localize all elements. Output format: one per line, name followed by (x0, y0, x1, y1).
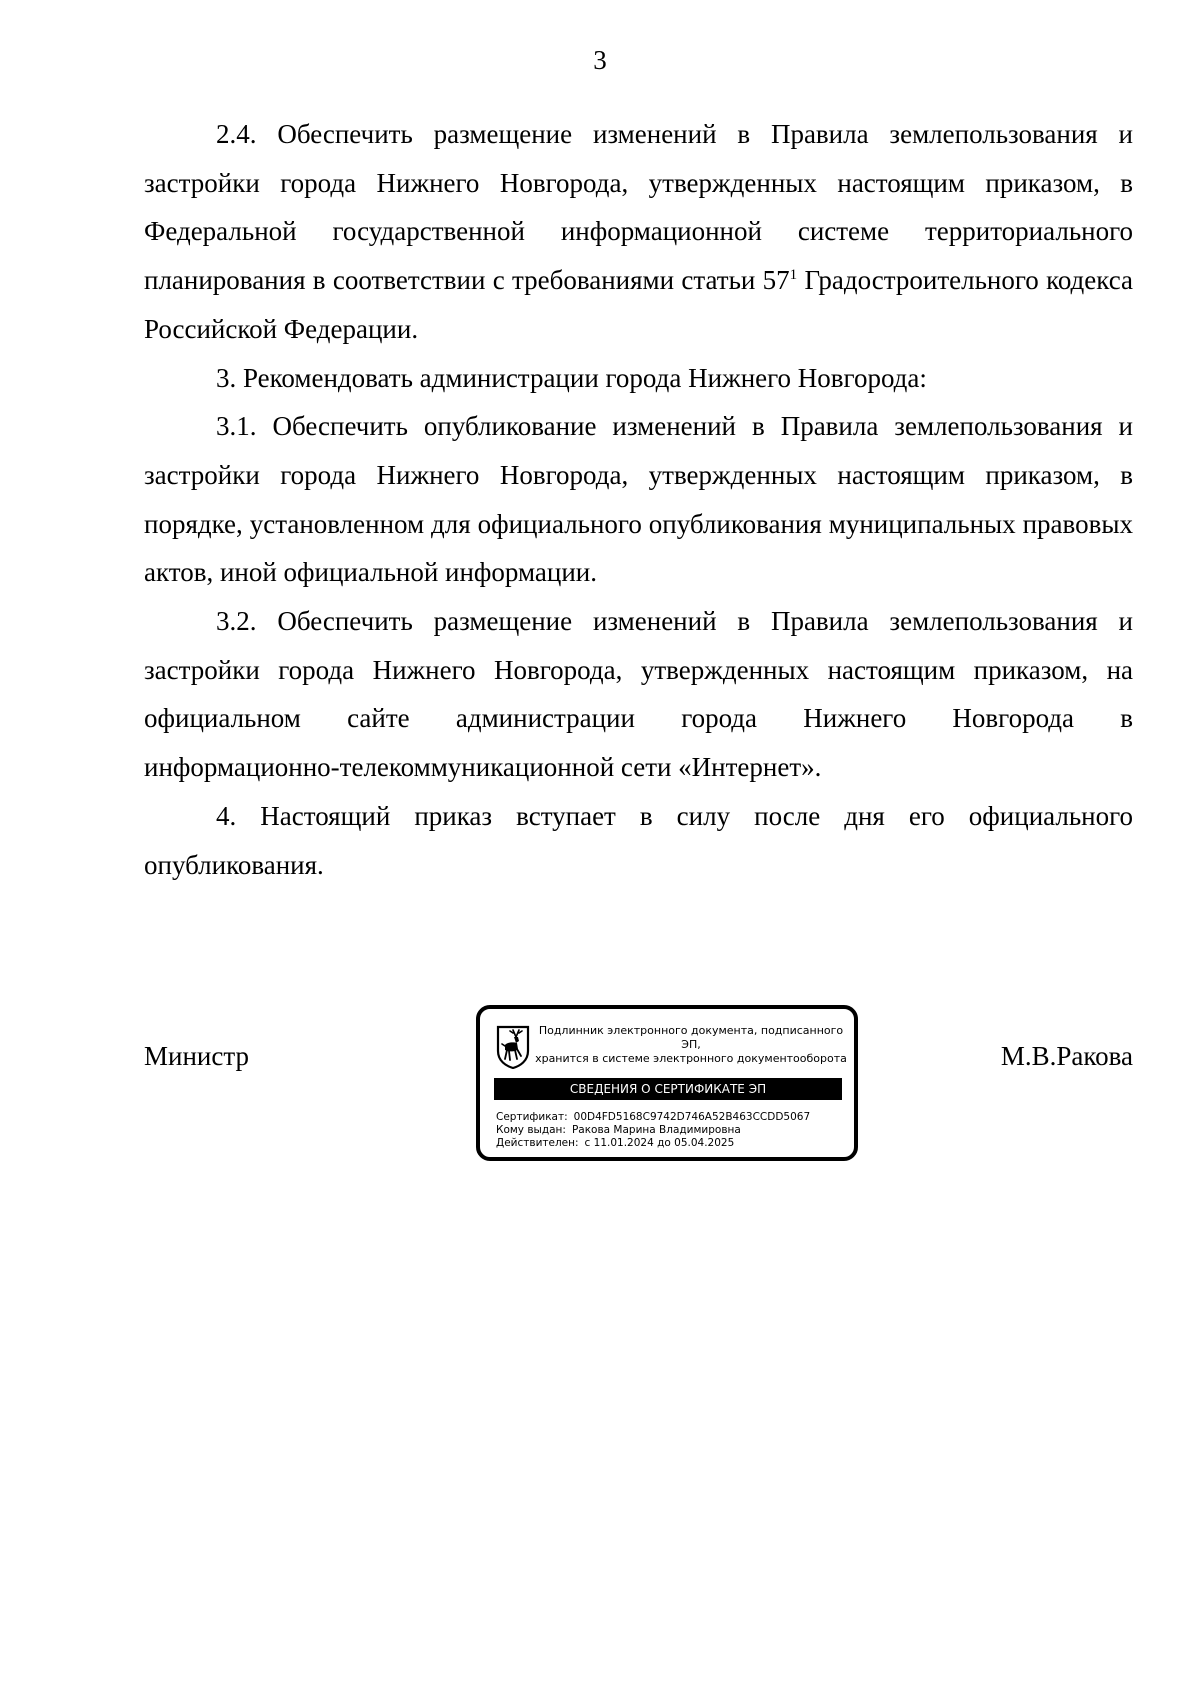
paragraph-2-4 (144, 110, 1133, 354)
issued-to-value: Ракова Марина Владимировна (571, 1124, 741, 1136)
valid-row (496, 1137, 846, 1150)
signatory-position: Министр (144, 1041, 249, 1071)
certificate-row (496, 1111, 846, 1124)
article-superscript: 1 (789, 267, 798, 284)
paragraph-2-4-text: 2.4. Обеспечить размещение изменений в Правила землепользования и застройки города Нижнего Новгорода, утвержденных настоящим приказом, в Федеральной государственной информационной системе территориального планирования в соответствии с требованиями статьи 57 (144, 119, 1133, 296)
stamp-header-line-2: хранится в системе электронного документооборота (535, 1052, 847, 1065)
page-number: 3 (593, 45, 607, 75)
stamp-certificate-details (496, 1111, 846, 1150)
paragraph-3-2: 3.2. Обеспечить размещение изменений в Правила землепользования и застройки города Нижнего Новгорода, утвержденных настоящим приказом, на официальном сайте администрации города Нижнего Новгорода в (144, 606, 1133, 734)
signatory-name: М.В.Ракова (1000, 1041, 1133, 1071)
certificate-label: Сертификат: (496, 1111, 568, 1123)
stamp-banner: СВЕДЕНИЯ О СЕРТИФИКАТЕ ЭП (494, 1078, 842, 1100)
paragraph-3: 3. Рекомендовать администрации города Нижнего Новгорода: (216, 362, 927, 393)
issued-to-row (496, 1124, 846, 1137)
certificate-value: 00D4FD5168C9742D746A52B463CCDD5067 (573, 1111, 811, 1123)
paragraph-2-4-text-end: Градостроительного кодекса Российской Федерации. (144, 265, 1133, 344)
valid-label: Действителен: (496, 1137, 579, 1149)
coat-of-arms-deer-icon (496, 1025, 530, 1069)
stamp-header (534, 1024, 848, 1066)
valid-value: с 11.01.2024 до 05.04.2025 (584, 1137, 735, 1149)
electronic-signature-stamp (476, 1005, 858, 1161)
paragraph-3-2-tail: информационно-телекоммуникационной сети «Интернет». (144, 752, 822, 783)
stamp-header-line-1: Подлинник электронного документа, подписанного ЭП, (538, 1024, 844, 1051)
paragraph-3-1: 3.1. Обеспечить опубликование изменений в Правила землепользования и застройки города Нижнего Новгорода, утвержденных настоящим приказом, в порядке, установленном для официального опубликования муниципальных правовых актов, иной официальной информации. (144, 411, 1133, 588)
issued-to-label: Кому выдан: (496, 1124, 566, 1136)
paragraph-4: 4. Настоящий приказ вступает в силу после дня его официального опубликования. (144, 800, 1133, 880)
document-body (144, 110, 1133, 889)
